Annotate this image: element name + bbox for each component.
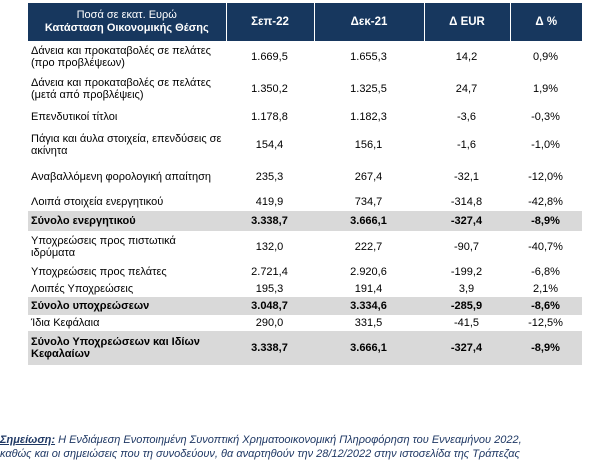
cell-delta-eur: -32,1: [453, 170, 480, 183]
unit-caption: Ποσά σε εκατ. Ευρώ: [76, 9, 177, 21]
note-line-1: [0, 434, 600, 447]
row-label: Επενδυτικοί τίτλοι: [31, 110, 118, 123]
cell-delta-pct: 1,9%: [532, 82, 559, 95]
cell-sep22: 195,3: [255, 282, 284, 295]
row-label: Υποχρεώσεις προς πελάτες: [31, 265, 167, 278]
cell-delta-pct: -42,8%: [528, 195, 563, 208]
cell-dec21: 734,7: [354, 195, 383, 208]
cell-dec21: 3.334,6: [314, 297, 424, 315]
cell-dec21: 3.666,1: [314, 211, 424, 231]
cell-dec21: 1.182,3: [350, 110, 387, 123]
cell-delta-pct: -40,7%: [528, 240, 563, 253]
cell-dec21: 2.920,6: [350, 265, 387, 278]
table-row: [28, 129, 582, 161]
cell-delta-eur: -285,9: [424, 297, 510, 315]
cell-delta-pct: 0,9%: [532, 50, 559, 63]
cell-delta-pct: -8,6%: [510, 297, 582, 315]
table-header-row: [28, 3, 582, 41]
cell-delta-pct: -0,3%: [531, 110, 560, 123]
cell-delta-pct: 2,1%: [532, 282, 559, 295]
header-first-col: [28, 3, 226, 41]
row-label: Ίδια Κεφάλαια: [31, 316, 100, 329]
cell-dec21: 267,4: [354, 170, 383, 183]
cell-dec21: 331,5: [354, 316, 383, 329]
row-label: Σύνολο ενεργητικού: [28, 211, 226, 231]
cell-sep22: 419,9: [255, 195, 284, 208]
cell-delta-eur: 14,2: [455, 50, 478, 63]
balance-sheet-table: [28, 3, 582, 365]
cell-delta-eur: -1,6: [457, 138, 476, 151]
total-row: [28, 331, 582, 365]
cell-delta-pct: -8,9%: [510, 211, 582, 231]
table-row: [28, 73, 582, 105]
row-label: Αναβαλλόμενη φορολογική απαίτηση: [31, 170, 212, 183]
total-row: [28, 297, 582, 315]
cell-sep22: 154,4: [255, 138, 284, 151]
row-label: Λοιπές Υποχρεώσεις: [31, 282, 134, 295]
row-label: Πάγια και άυλα στοιχεία, επενδύσεις σε ακίνητα: [31, 132, 222, 157]
cell-dec21: 156,1: [354, 138, 383, 151]
cell-delta-eur: 24,7: [455, 82, 478, 95]
cell-sep22: 2.721,4: [251, 265, 288, 278]
note-text-2: καθώς και οι σημειώσεις που τη συνοδεύουν, θα αναρτηθούν την 28/12/2022 στην ιστοσελίδα της Τράπεζας: [0, 448, 520, 460]
table-row: [28, 231, 582, 263]
header-dec21: Δεκ-21: [314, 3, 424, 41]
cell-sep22: 3.338,7: [226, 211, 314, 231]
table-row: [28, 105, 582, 129]
row-label: Σύνολο Υποχρεώσεων και Ιδίων Κεφαλαίων: [28, 331, 226, 365]
cell-delta-eur: -3,6: [457, 110, 476, 123]
row-label: Δάνεια και προκαταβολές σε πελάτες (προ προβλέψεων): [31, 44, 211, 69]
cell-sep22: 3.048,7: [226, 297, 314, 315]
cell-sep22: 1.178,8: [251, 110, 288, 123]
cell-delta-eur: -327,4: [424, 331, 510, 365]
cell-delta-eur: -314,8: [450, 195, 483, 208]
statement-title: Κατάσταση Οικονομικής Θέσης: [44, 22, 209, 34]
header-sep22: Σεπ-22: [226, 3, 314, 41]
cell-delta-pct: -1,0%: [531, 138, 560, 151]
table-row: [28, 281, 582, 297]
note-line-2: [0, 448, 600, 460]
note-label: Σημείωση:: [0, 434, 56, 446]
cell-sep22: 132,0: [255, 240, 284, 253]
cell-delta-pct: -12,5%: [528, 316, 563, 329]
cell-dec21: 222,7: [354, 240, 383, 253]
row-label: Λοιπά στοιχεία ενεργητικού: [31, 195, 164, 208]
header-delta-eur: Δ EUR: [424, 3, 510, 41]
cell-dec21: 191,4: [354, 282, 383, 295]
note-text-1: Η Ενδιάμεση Ενοποιημένη Συνοπτική Χρηματοοικονομική Πληροφόρηση του Εννεαμήνου 2022,: [55, 434, 522, 446]
table-row: [28, 193, 582, 211]
table-row: [28, 315, 582, 331]
cell-sep22: 1.350,2: [251, 82, 288, 95]
total-row: [28, 211, 582, 231]
cell-delta-eur: -41,5: [453, 316, 480, 329]
table-body: [28, 41, 582, 365]
cell-delta-pct: -8,9%: [510, 331, 582, 365]
cell-delta-eur: -90,7: [453, 240, 480, 253]
cell-dec21: 1.655,3: [350, 50, 387, 63]
row-label: Σύνολο υποχρεώσεων: [28, 297, 226, 315]
table-row: [28, 41, 582, 73]
cell-dec21: 1.325,5: [350, 82, 387, 95]
cell-sep22: 3.338,7: [226, 331, 314, 365]
header-delta-pct: Δ %: [510, 3, 582, 41]
cell-delta-eur: -199,2: [450, 265, 483, 278]
cell-dec21: 3.666,1: [314, 331, 424, 365]
row-label: Υποχρεώσεις προς πιστωτικά ιδρύματα: [31, 234, 176, 259]
cell-delta-eur: 3,9: [458, 282, 475, 295]
cell-delta-eur: -327,4: [424, 211, 510, 231]
table-row: [28, 161, 582, 193]
cell-delta-pct: -6,8%: [531, 265, 560, 278]
cell-delta-pct: -12,0%: [528, 170, 563, 183]
cell-sep22: 290,0: [255, 316, 284, 329]
cell-sep22: 235,3: [255, 170, 284, 183]
table-row: [28, 263, 582, 281]
cell-sep22: 1.669,5: [251, 50, 288, 63]
row-label: Δάνεια και προκαταβολές σε πελάτες (μετά από προβλέψεις): [31, 76, 211, 101]
